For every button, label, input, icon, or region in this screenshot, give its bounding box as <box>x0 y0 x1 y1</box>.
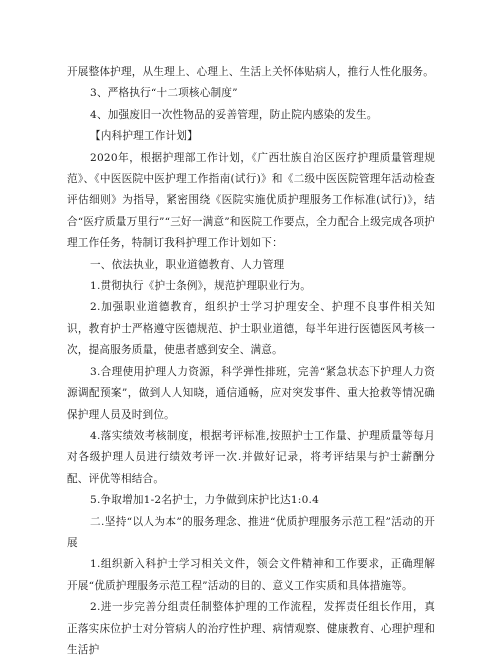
paragraph-2-2: 2.进一步完善分组责任制整体护理的工作流程，发挥责任组长作用，真正落实床位护士对分管病人的治疗性护理、病情观察、健康教育、心理护理和生活护 <box>67 601 435 656</box>
paragraph-item-3: 3、严格执行“十二项核心制度” <box>90 87 238 100</box>
subheading-1: 一、依法执业，职业道德教育、人力管理 <box>90 258 285 271</box>
paragraph-intro: 2020年，根据护理部工作计划，《广西壮族自治区医疗护理质量管理规范》、《中医医院中医护理工作指南(试行)》和《二级中医医院管理年活动检查评估细则》为指导，紧密围绕《医院实施优质护理服务工作标准(试行)》，结合“医疗质量万里行”“三好一满意”和医院工作要点，全力配合上级完成各项护理工作任务，特制订我科护理工作计划如下： <box>67 151 435 250</box>
paragraph-1-2: 2.加强职业道德教育，组织护士学习护理安全、护理不良事件相关知识，教育护士严格遵守医德规范、护士职业道德，每半年进行医德医风考核一次，提高服务质量，使患者感到安全、满意。 <box>67 301 435 357</box>
paragraph-continuation: 开展整体护理，从生理上、心理上、生活上关怀体贴病人，推行人性化服务。 <box>67 66 434 78</box>
document-page <box>67 62 435 661</box>
paragraph-1-3: 3.合理使用护理人力资源，科学弹性排班，完善“紧急状态下护理人力资源调配预案”，做到人人知晓，通信通畅，应对突发事件、重大抢救等情况确保护理人员及时到位。 <box>67 365 435 421</box>
subheading-2: 二.坚持“以人为本”的服务理念、推进“优质护理服务示范工程”活动的开展 <box>67 515 435 549</box>
paragraph-1-4: 4.落实绩效考核制度，根据考评标准,按照护士工作量、护理质量等每月对各级护理人员进行绩效考评一次.并做好记录，将考评结果与护士薪酬分配、评优等相结合。 <box>67 429 435 485</box>
section-heading: 【内科护理工作计划】 <box>90 130 198 143</box>
paragraph-2-1: 1.组织新入科护士学习相关文件，领会文件精神和工作要求，正确理解开展“优质护理服务示范工程”活动的目的、意义工作实质和具体措施等。 <box>67 558 435 592</box>
paragraph-1-1: 1.贯彻执行《护士条例》，规范护理职业行为。 <box>90 280 312 293</box>
paragraph-1-5: 5.争取增加1-2名护士，力争做到床护比达1:0.4 <box>90 494 320 507</box>
paragraph-item-4: 4、加强废旧一次性物品的妥善管理，防止院内感染的发生。 <box>90 108 378 121</box>
